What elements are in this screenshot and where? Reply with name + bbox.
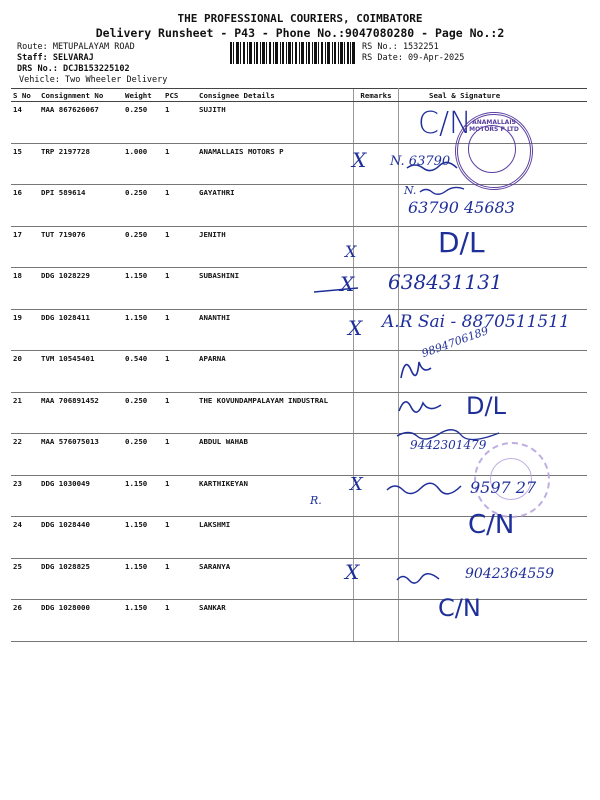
remarks-cell — [354, 558, 399, 600]
vehicle-label: Vehicle: Two Wheeler Delivery — [19, 75, 168, 85]
pcs-cell: 1 — [163, 434, 197, 476]
col-header-consignment: Consignment No — [39, 89, 123, 102]
table-row — [11, 600, 587, 642]
handwriting-row15: N. 63790 — [390, 154, 451, 169]
sno-cell: 17 — [11, 226, 39, 268]
pcs-cell: 1 — [163, 517, 197, 559]
weight-cell: 1.000 — [123, 143, 163, 185]
barcode-image — [230, 42, 355, 64]
company-seal-stamp — [455, 112, 533, 190]
staff-label: Staff: SELVARAJ — [17, 53, 94, 63]
handwriting-row16-b: 63790 45683 — [408, 198, 515, 217]
handwriting-row17: D/L — [438, 226, 485, 259]
company-title: THE PROFESSIONAL COURIERS, COIMBATORE — [177, 12, 423, 25]
sno-cell: 23 — [11, 475, 39, 517]
pcs-cell: 1 — [163, 185, 197, 227]
weight-cell: 1.150 — [123, 517, 163, 559]
consignment-cell: DPI 589614 — [39, 185, 123, 227]
consignee-cell: APARNA — [197, 351, 354, 393]
weight-cell: 0.540 — [123, 351, 163, 393]
weight-cell: 1.150 — [123, 475, 163, 517]
consignee-cell: ANAMALLAIS MOTORS P — [197, 143, 354, 185]
signature-row23 — [385, 480, 465, 496]
consignee-cell: SANKAR — [197, 600, 354, 642]
remarks-cell — [354, 185, 399, 227]
table-row — [11, 226, 587, 268]
col-header-sno: S No — [11, 89, 39, 102]
consignment-cell: TUT 719076 — [39, 226, 123, 268]
pcs-cell: 1 — [163, 351, 197, 393]
route-label: Route: METUPALAYAM ROAD — [17, 42, 135, 52]
remarks-cell — [354, 102, 399, 144]
consignment-cell: MAA 576075013 — [39, 434, 123, 476]
consignee-cell: LAKSHMI — [197, 517, 354, 559]
seal-text: ANAMALLAIS MOTORS P LTD — [469, 119, 519, 133]
remark-x-row18: X — [340, 272, 355, 296]
handwriting-row23: 9597 27 — [470, 478, 537, 497]
runsheet-subtitle: Delivery Runsheet - P43 - Phone No.:9047080280 - Page No.:2 — [95, 26, 505, 40]
pcs-cell: 1 — [163, 392, 197, 434]
sno-cell: 25 — [11, 558, 39, 600]
remarks-cell — [354, 600, 399, 642]
col-header-weight: Weight — [123, 89, 163, 102]
consignee-cell: SARANYA — [197, 558, 354, 600]
sno-cell: 21 — [11, 392, 39, 434]
drs-label: DRS No.: DCJB153225102 — [17, 64, 130, 74]
table-row — [11, 351, 587, 393]
signature-scribble-row16 — [418, 186, 468, 196]
sno-cell: 22 — [11, 434, 39, 476]
consignee-cell: ABDUL WAHAB — [197, 434, 354, 476]
pcs-cell: 1 — [163, 226, 197, 268]
consignment-cell: DDG 1028411 — [39, 309, 123, 351]
consignee-cell: JENITH — [197, 226, 354, 268]
sno-cell: 26 — [11, 600, 39, 642]
col-header-pcs: PCS — [163, 89, 197, 102]
remarks-cell — [354, 351, 399, 393]
consignee-cell: SUBASHINI — [197, 268, 354, 310]
consignee-cell: KARTHIKEYAN — [197, 475, 354, 517]
weight-cell: 0.250 — [123, 392, 163, 434]
consignment-cell: MAA 706891452 — [39, 392, 123, 434]
handwriting-row20: 9894706189 — [420, 324, 491, 361]
handwriting-row26: C/N — [438, 594, 481, 622]
pcs-cell: 1 — [163, 309, 197, 351]
signature-row21 — [395, 393, 445, 417]
sno-cell: 24 — [11, 517, 39, 559]
consignment-cell: DDG 1030049 — [39, 475, 123, 517]
col-header-remarks: Remarks — [354, 89, 399, 102]
remark-x-row19: X — [348, 316, 363, 340]
sno-cell: 18 — [11, 268, 39, 310]
handwriting-row22: 9442301479 — [410, 438, 487, 452]
consignee-cell: GAYATHRI — [197, 185, 354, 227]
sno-cell: 15 — [11, 143, 39, 185]
signature-cell — [399, 600, 588, 642]
remarks-cell — [354, 392, 399, 434]
remark-x-row17: X — [345, 242, 357, 261]
remark-r-row23: R. — [310, 494, 322, 507]
consignment-cell: TRP 2197728 — [39, 143, 123, 185]
signature-cell — [399, 226, 588, 268]
weight-cell: 0.250 — [123, 185, 163, 227]
weight-cell: 0.250 — [123, 226, 163, 268]
pcs-cell: 1 — [163, 143, 197, 185]
handwriting-row18: 638431131 — [388, 270, 503, 294]
remark-x-row25: X — [345, 560, 360, 584]
remarks-cell — [354, 226, 399, 268]
consignment-cell: DDG 1028229 — [39, 268, 123, 310]
sno-cell: 16 — [11, 185, 39, 227]
sno-cell: 20 — [11, 351, 39, 393]
consignee-cell: THE KOVUNDAMPALAYAM INDUSTRAL — [197, 392, 354, 434]
remarks-cell — [354, 517, 399, 559]
signature-row25 — [395, 572, 445, 586]
col-header-consignee: Consignee Details — [197, 89, 354, 102]
col-header-signature: Seal & Signature — [399, 89, 588, 102]
weight-cell: 0.250 — [123, 102, 163, 144]
consignment-cell: DDG 1028825 — [39, 558, 123, 600]
handwriting-row19: A.R Sai - 8870511511 — [382, 312, 570, 332]
weight-cell: 1.150 — [123, 600, 163, 642]
rs-date: RS Date: 09-Apr-2025 — [362, 53, 465, 63]
weight-cell: 1.150 — [123, 268, 163, 310]
sno-cell: 19 — [11, 309, 39, 351]
pcs-cell: 1 — [163, 268, 197, 310]
pcs-cell: 1 — [163, 600, 197, 642]
consignment-cell: TVM 10545401 — [39, 351, 123, 393]
weight-cell: 0.250 — [123, 434, 163, 476]
handwriting-row16-a: N. — [404, 184, 417, 197]
consignment-cell: DDG 1028000 — [39, 600, 123, 642]
strike-line-row18 — [312, 282, 362, 298]
handwriting-row14: C/N — [418, 106, 472, 141]
handwriting-row24: C/N — [468, 510, 515, 540]
remark-x-row23: X — [350, 474, 363, 495]
handwriting-row25: 9042364559 — [465, 566, 555, 582]
handwriting-row21: D/L — [466, 392, 506, 420]
remark-x-row15: X — [352, 148, 367, 172]
pcs-cell: 1 — [163, 102, 197, 144]
consignee-cell: ANANTHI — [197, 309, 354, 351]
consignment-cell: MAA 867626067 — [39, 102, 123, 144]
signature-scribble-row15 — [405, 160, 465, 172]
sno-cell: 14 — [11, 102, 39, 144]
consignee-cell: SUJITH — [197, 102, 354, 144]
pcs-cell: 1 — [163, 558, 197, 600]
rs-number: RS No.: 1532251 — [362, 42, 439, 52]
consignment-cell: DDG 1028440 — [39, 517, 123, 559]
weight-cell: 1.150 — [123, 558, 163, 600]
remarks-cell — [354, 434, 399, 476]
pcs-cell: 1 — [163, 475, 197, 517]
weight-cell: 1.150 — [123, 309, 163, 351]
table-header-row — [11, 89, 587, 102]
